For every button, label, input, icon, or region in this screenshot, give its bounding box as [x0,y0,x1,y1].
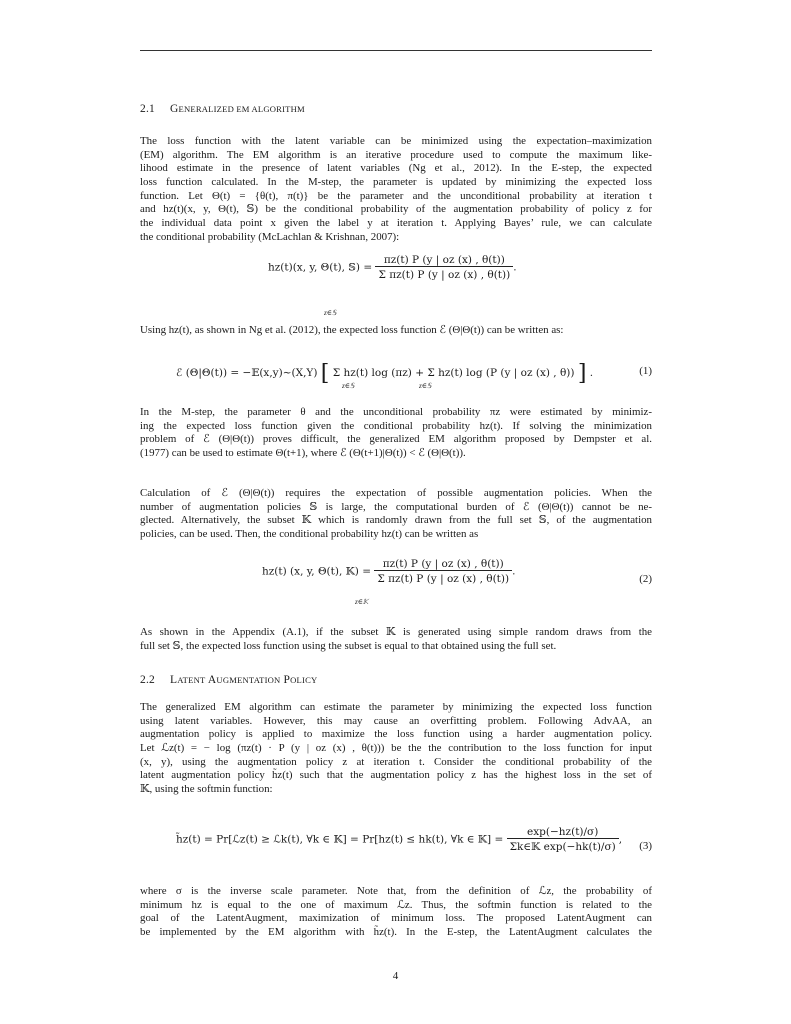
equation-number-3: (3) [639,840,652,852]
equation-3: h̃z(t) = Pr[ℒz(t) ≥ ℒk(t), ∀k ∈ 𝕂] = Pr[hz(t) ≤ hk(t), ∀k ∈ 𝕂] = $\frac{\exp(-hz(t)/\sigma)}{\text{Σk∈𝕂 exp(−hk(t)/σ)}}$ , [176,826,623,853]
paragraph-appendix: As shown in the Appendix (A.1), if the subset 𝕂 is generated using simple random draws from the full set 𝕊, the expected loss function using the subset is equal to that obtained using the full set. [140,626,652,652]
page-number: 4 [392,970,399,982]
equation-fraction: $\frac{\pi z(t) P (y | oz (x) , \theta(t))}{\text{Σ πz(t) P (y | oz (x) , θ(t))}}$ [375,254,513,281]
equation-fraction: $\frac{\pi z(t) P (y | oz (x) , \theta(t))}{\text{Σ πz(t) P (y | oz (x) , θ(t))}}$ [374,558,512,585]
paragraph-softmin: where σ is the inverse scale parameter. Note that, from the definition of ℒz, the probability of minimum hz is equal to the one of maximum ℒz. Thus, the softmin function is related to the goal of the LatentAugment, maximization of minimum loss. The proposed LatentAugment can be implemented by the EM algorithm with h̃z(t). In the E-step, the LatentAugment calculates the [140,885,652,939]
equation-number-2: (2) [639,573,652,585]
header-rule [140,50,652,51]
section-heading-2-1: 2.1 GENERALIZED EM ALGORITHM [140,103,305,115]
paragraph-em-intro: The loss function with the latent variable can be minimized using the expectation–maximization (EM) algorithm. The EM algorithm is an iterative procedure used to compute the maximum like- lihood estimate in the presence of latent variables (Ng et al., 2012). In the E-step, the expected loss function calculated. In the M-step, the parameter is updated by minimizing the expected loss function. Let Θ(t) = {θ(t), π(t)} be the parameter and the unconditional probability at iteration t and hz(t)(x, y, Θ(t), 𝕊) be the conditional probability of the augmentation probability of policy z for the individual data point x given the label y at iteration t. Applying Bayes’ rule, we can calculate the conditional probability (McLachlan & Krishnan, 2007): [140,135,652,243]
paragraph-m-step: In the M-step, the parameter θ and the unconditional probability πz were estimated by minimiz- ing the expected loss function given the conditional probability hz(t). If solving the minimization problem of ℰ (Θ|Θ(t)) proves difficult, the generalized EM algorithm proposed by Dempster et al. (1977) can be used to estimate Θ(t+1), where ℰ (Θ(t+1)|Θ(t)) < ℰ (Θ|Θ(t)). [140,406,652,460]
section-heading-2-2: 2.2 LATENT AUGMENTATION POLICY [140,674,318,686]
equation-1: ℰ (Θ|Θ(t)) = −𝔼(x,y)∼(X,Y) [ Σ hz(t) log (πz) + Σ hz(t) log (P (y | oz (x) , θ)) ] . [176,361,594,386]
equation-fraction: $\frac{\exp(-hz(t)/\sigma)}{\text{Σk∈𝕂 exp(−hk(t)/σ)}}$ [507,826,619,853]
equation-number-1: (1) [639,365,652,377]
paragraph-latent-augment: The generalized EM algorithm can estimate the parameter by minimizing the expected loss function using latent variables. However, this may cause an overfitting problem. Following AdvAA, an augmentation policy is applied to maximize the loss function using a harder augmentation policy. Let ℒz(t) = − log (πz(t) · P (y | oz (x) , θ(t))) be the the contribution to the loss function for input (x, y), using the augmentation policy z at iteration t. Consider the conditional probability of the latent augmentation policy h̃z(t) such that the augmentation policy z has the highest loss in the set of 𝕂, using the softmin function: [140,701,652,796]
section-number: 2.2 [140,674,155,686]
paragraph-expected-loss: Using hz(t), as shown in Ng et al. (2012), the expected loss function ℰ (Θ|Θ(t)) can be written as: [140,324,564,336]
equation-bayes: hz(t)(x, y, Θ(t), 𝕊) = $\frac{\pi z(t) P (y | oz (x) , \theta(t))}{\text{Σ πz(t) P (y | oz (x) , θ(t))}}$ . [268,254,517,281]
paragraph-subset: Calculation of ℰ (Θ|Θ(t)) requires the expectation of possible augmentation policies. When the number of augmentation policies 𝕊 is large, the computational burden of ℰ (Θ|Θ(t)) cannot be ne- glected. Alternatively, the subset 𝕂 which is randomly drawn from the full set 𝕊, of the augmentation policies, can be used. Then, the conditional probability hz(t) can be written as [140,487,652,541]
section-number: 2.1 [140,103,155,115]
equation-2: hz(t) (x, y, Θ(t), 𝕂) = $\frac{\pi z(t) P (y | oz (x) , \theta(t))}{\text{Σ πz(t) P (y | oz (x) , θ(t))}}$ . [262,558,516,585]
